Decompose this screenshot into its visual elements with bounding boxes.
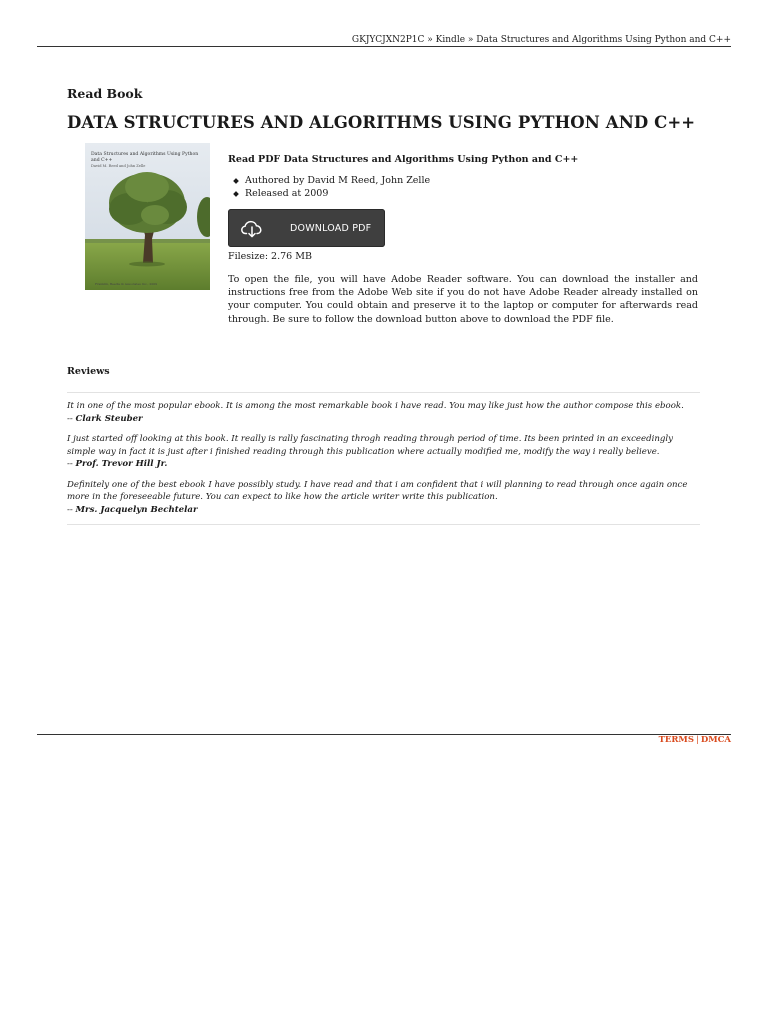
review-item <box>67 479 703 517</box>
review-author-name: Mrs. Jacquelyn Bechtelar <box>75 504 198 515</box>
breadcrumb-current[interactable]: Data Structures and Algorithms Using Python and C++ <box>476 35 731 45</box>
footer-links <box>659 735 731 745</box>
book-info-heading: Read PDF Data Structures and Algorithms Using Python and C++ <box>228 154 579 165</box>
review-author <box>67 458 703 471</box>
breadcrumb <box>352 35 731 45</box>
footer-separator: | <box>695 735 699 745</box>
section-label: Read Book <box>67 86 143 101</box>
review-author-name: Clark Steuber <box>75 413 143 424</box>
review-author <box>67 413 703 426</box>
review-text: I just started off looking at this book. It really is rally fascinating throgh reading through period of time. Its been printed in an exceedingly simple way in fact it is just after i finished reading through this publication where actually modified me, modify the way i really believe. <box>67 434 673 457</box>
review-author-name: Prof. Trevor Hill Jr. <box>75 459 168 469</box>
review-author <box>67 504 703 517</box>
list-item: Released at 2009 <box>245 187 698 200</box>
review-text: It in one of the most popular ebook. It is among the most remarkable book i have read. You may like just how the author compose this ebook. <box>67 401 684 411</box>
filesize-text: Filesize: 2.76 MB <box>228 251 312 262</box>
download-pdf-label: DOWNLOAD PDF <box>290 222 372 234</box>
book-meta-list <box>228 174 698 200</box>
list-item: Authored by David M Reed, John Zelle <box>245 174 698 187</box>
instructions-paragraph: To open the file, you will have Adobe Reader software. You can download the installer and instructions free from the Adobe Web site if you do not have Adobe Reader already installed on your computer. You could obtain and preserve it to the laptop or computer for afterwards read through. Be sure to follow the download button above to download the PDF file. <box>228 274 698 325</box>
breadcrumb-category[interactable]: Kindle <box>435 35 466 45</box>
review-item <box>67 433 703 471</box>
cloud-download-icon <box>240 216 264 240</box>
page-title: DATA STRUCTURES AND ALGORITHMS USING PYTHON AND C++ <box>67 113 696 132</box>
review-author-prefix: -- <box>67 459 76 469</box>
review-author-prefix: -- <box>67 413 76 424</box>
reviews-divider <box>67 392 700 393</box>
reviews-end-divider <box>67 524 700 525</box>
book-info <box>228 154 698 326</box>
cover-authors: David M. Reed and John Zelle <box>91 164 146 168</box>
review-item <box>67 400 703 425</box>
book-cover-image <box>85 143 210 290</box>
terms-link[interactable]: TERMS <box>658 735 694 745</box>
cover-title: Data Structures and Algorithms Using Python and C++ <box>91 152 199 163</box>
reviews-list <box>67 400 703 524</box>
review-author-prefix: -- <box>67 504 76 515</box>
cover-footer: Franklin, Beedle & Associates Inc., 2009 <box>95 282 158 286</box>
footer-divider <box>37 734 731 735</box>
breadcrumb-separator: » <box>427 35 433 45</box>
breadcrumb-separator: » <box>467 35 474 45</box>
download-pdf-button[interactable] <box>228 209 385 247</box>
review-text: Definitely one of the best ebook I have possibly study. I have read and that i am confident that i will planning to read through once again once more in the foreseeable future. You can expect to like how the article writer write this publication. <box>67 479 688 502</box>
breadcrumb-id[interactable]: GKJYCJXN2P1C <box>351 35 425 45</box>
reviews-heading: Reviews <box>67 366 110 377</box>
dmca-link[interactable]: DMCA <box>700 735 731 745</box>
header-divider <box>37 46 731 47</box>
